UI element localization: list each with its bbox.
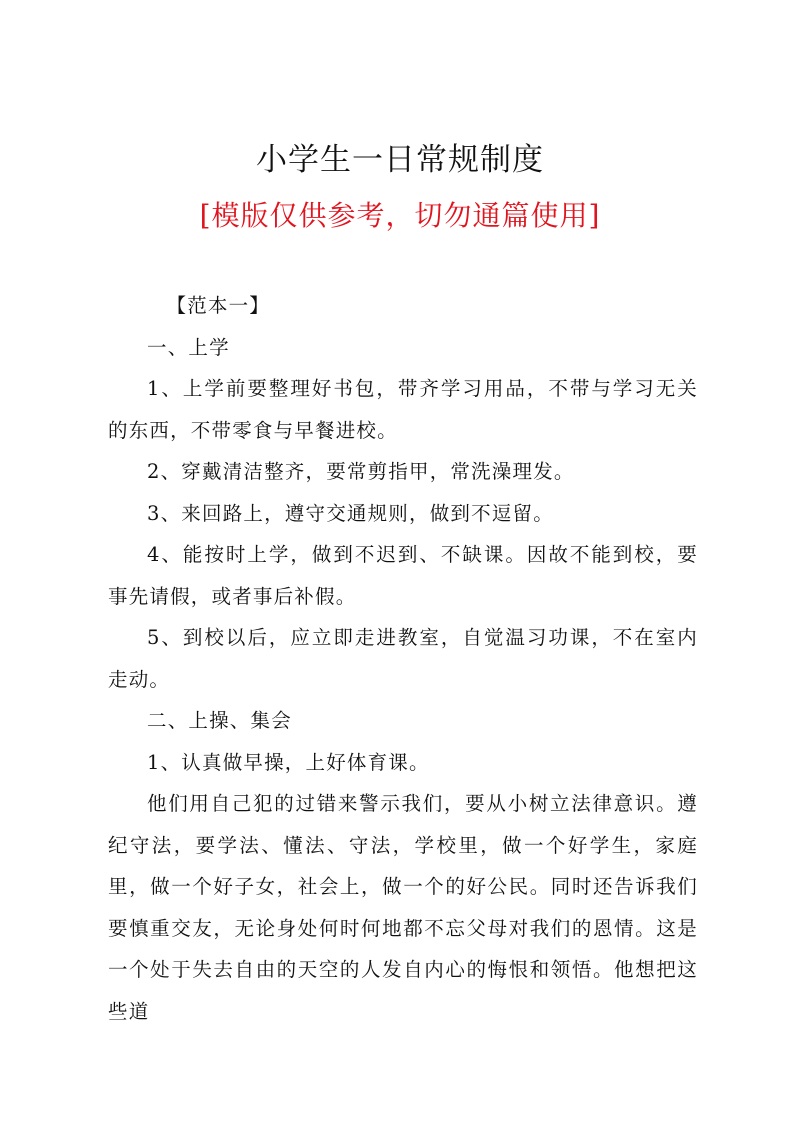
paragraph: 他们用自己犯的过错来警示我们，要从小树立法律意识。遵纪守法，要学法、懂法、守法，学校里，做一个好学生，家庭里，做一个好子女，社会上，做一个的好公民。同时还告诉我们要慎重交友，无论身处何时何地都不忘父母对我们的恩情。这是一个处于失去自由的天空的人发自内心的悔恨和领悟。他想把这些道: [108, 792, 698, 1023]
section-heading-exercise: 二、上操、集会: [147, 709, 292, 732]
document-body: [108, 285, 698, 1032]
paragraph: 5、到校以后，应立即走进教室，自觉温习功课，不在室内走动。: [108, 626, 698, 691]
section-heading-school: 一、上学: [147, 335, 230, 359]
paragraph: 3、来回路上，遵守交通规则，做到不逗留。: [147, 501, 554, 525]
template-disclaimer: [模版仅供参考，切勿通篇使用]: [199, 199, 601, 232]
document-title: 小学生一日常规制度: [256, 142, 544, 178]
paragraph: 4、能按时上学，做到不迟到、不缺课。因故不能到校，要事先请假，或者事后补假。: [108, 543, 698, 608]
paragraph: 1、认真做早操，上好体育课。: [147, 750, 430, 774]
section-template-label: 【范本一】: [166, 294, 271, 317]
paragraph: 2、穿戴清洁整齐，要常剪指甲，常洗澡理发。: [147, 460, 575, 483]
paragraph: 1、上学前要整理好书包，带齐学习用品，不带与学习无关的东西，不带零食与早餐进校。: [108, 377, 698, 442]
